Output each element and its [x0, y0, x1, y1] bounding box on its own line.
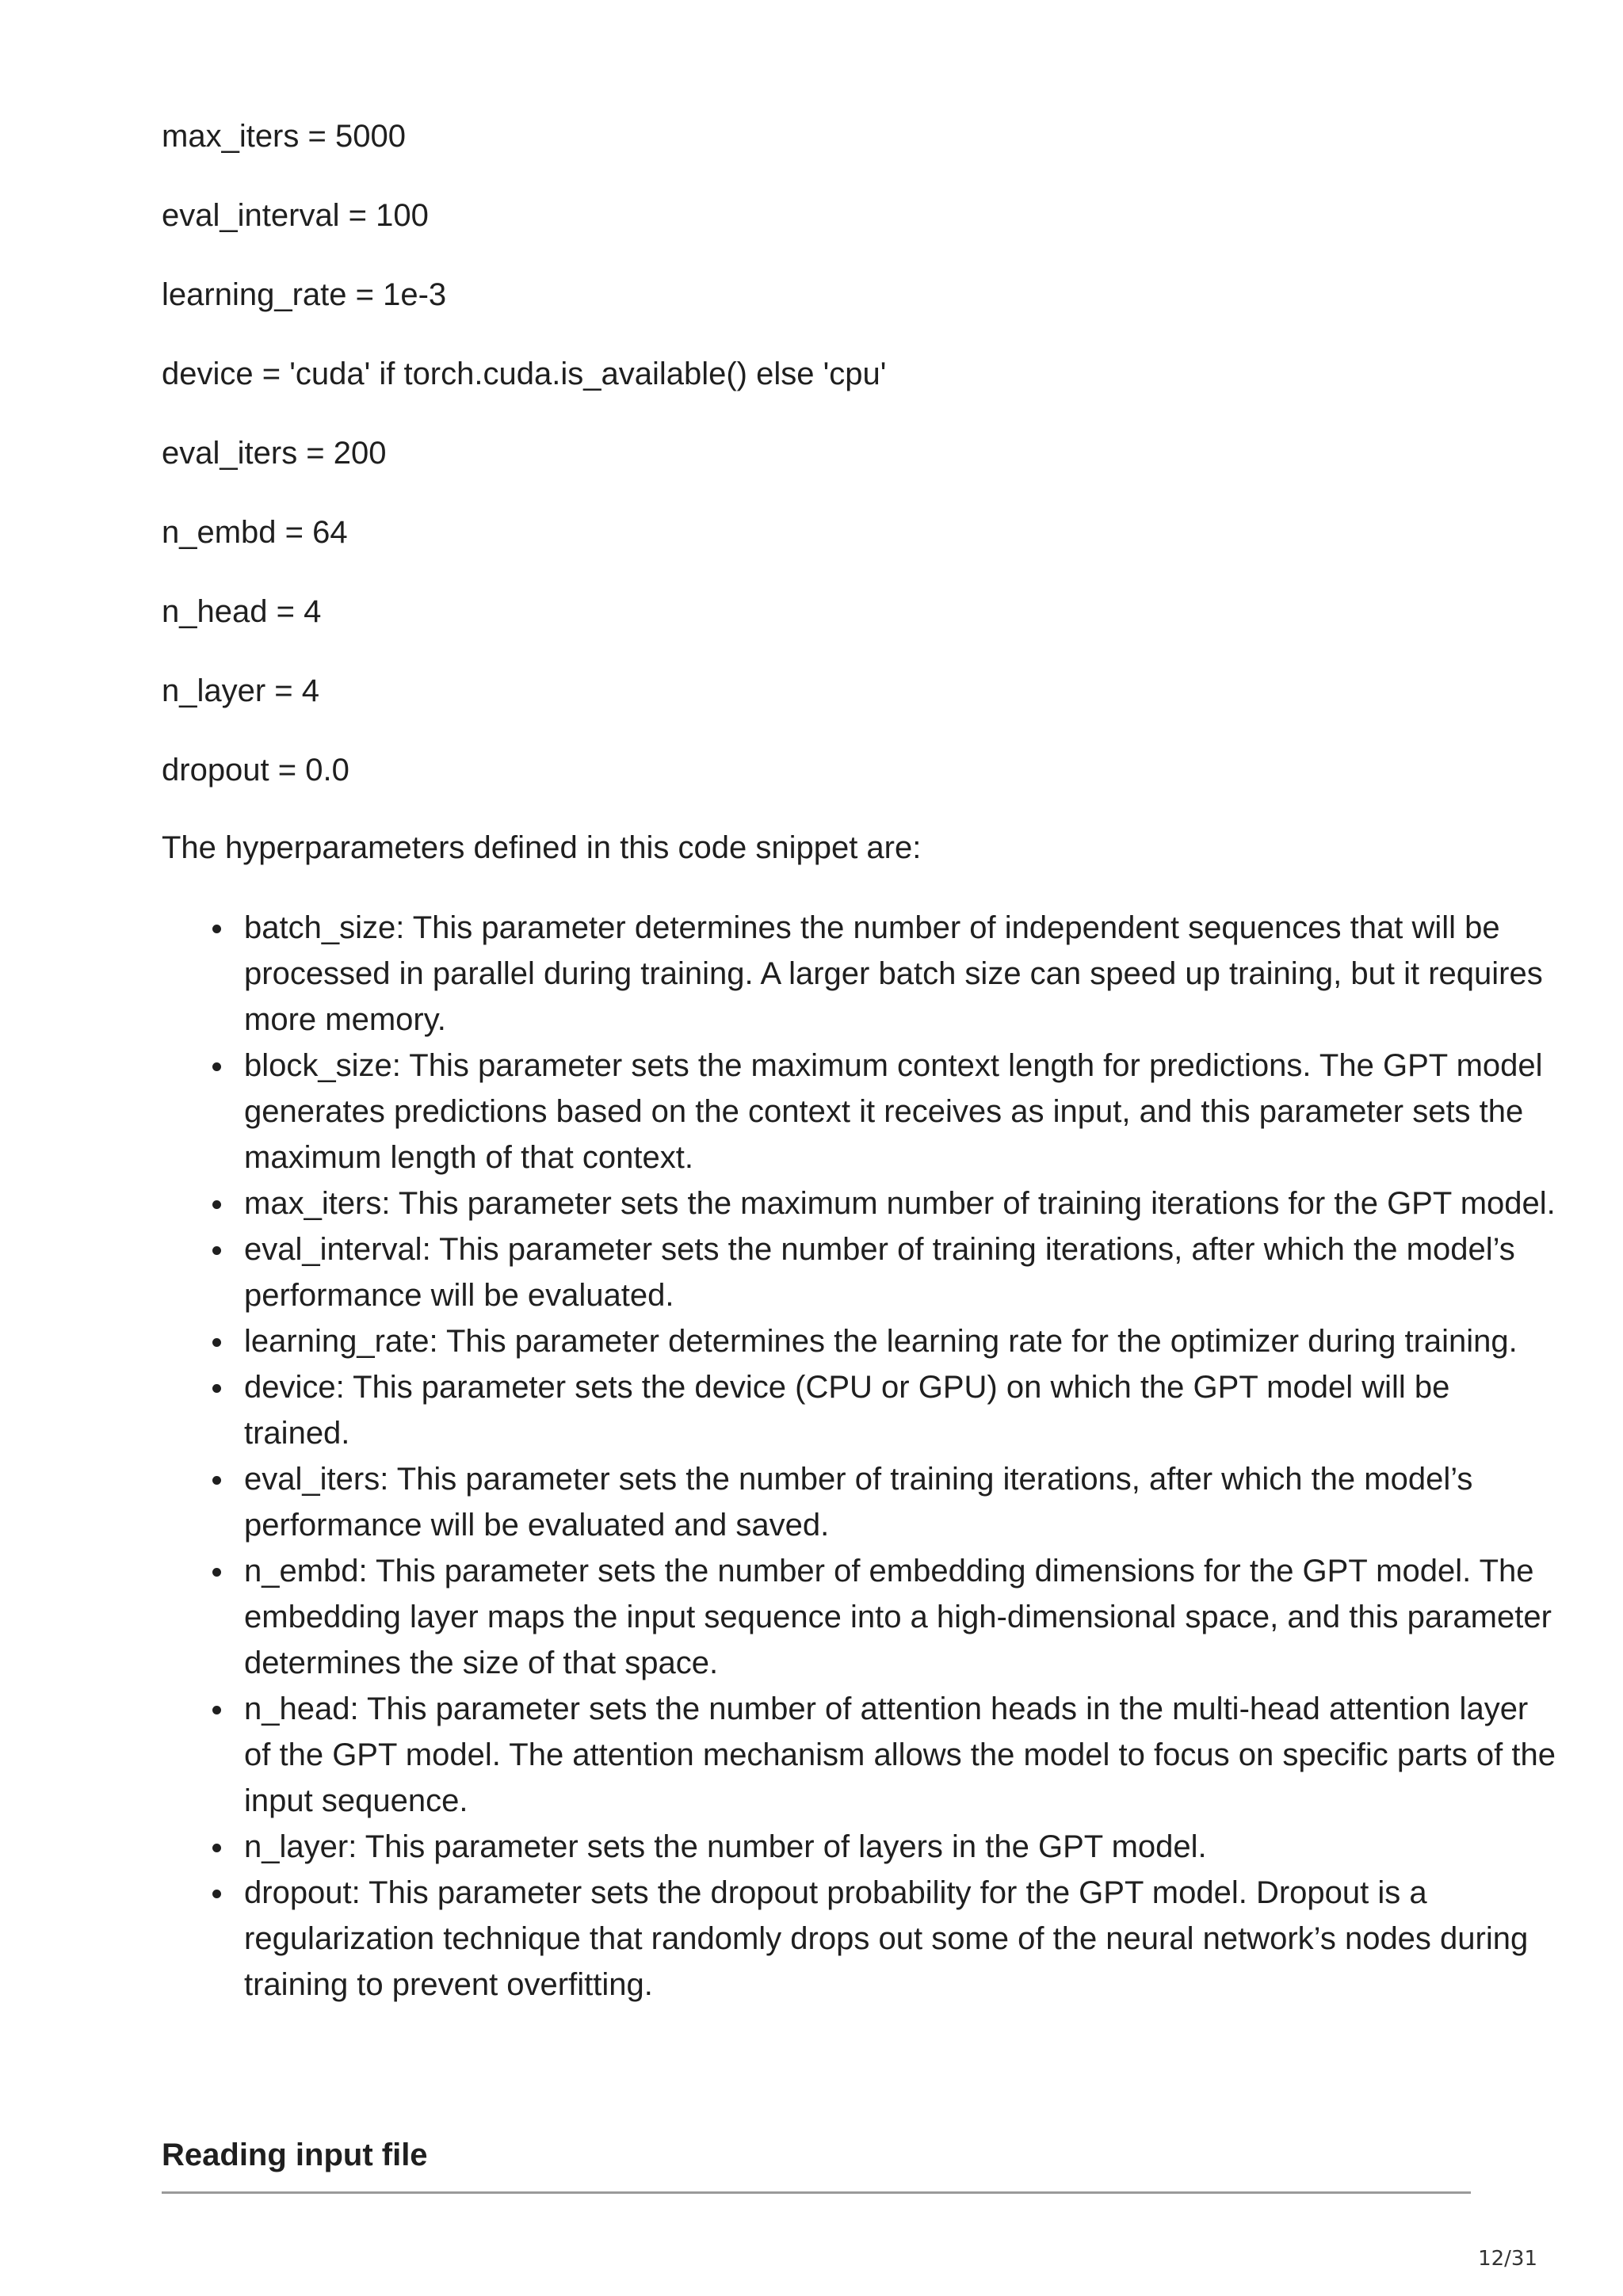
- horizontal-divider: [162, 2191, 1471, 2194]
- code-line-eval-interval: eval_interval = 100: [162, 198, 429, 233]
- code-line-eval-iters: eval_iters = 200: [162, 436, 387, 471]
- code-line-n-layer: n_layer = 4: [162, 673, 320, 708]
- code-line-dropout: dropout = 0.0: [162, 753, 349, 788]
- list-item-n-embd: n_embd: This parameter sets the number of embedding dimensions for the GPT model. The embedding layer maps the input sequence into a high-dimensional space, and this parameter determines the size of that space.: [244, 1548, 1560, 1686]
- section-heading: Reading input file: [162, 2138, 428, 2172]
- code-line-learning-rate: learning_rate = 1e-3: [162, 277, 447, 312]
- list-item-device: device: This parameter sets the device (CPU or GPU) on which the GPT model will be trained.: [244, 1364, 1560, 1456]
- list-item-n-layer: n_layer: This parameter sets the number of layers in the GPT model.: [244, 1824, 1560, 1870]
- list-item-eval-interval: eval_interval: This parameter sets the number of training iterations, after which the model’s performance will be evaluated.: [244, 1226, 1560, 1318]
- code-line-n-embd: n_embd = 64: [162, 515, 348, 550]
- code-line-n-head: n_head = 4: [162, 594, 322, 629]
- list-item-n-head: n_head: This parameter sets the number of attention heads in the multi-head attention layer of the GPT model. The attention mechanism allows the model to focus on specific parts of the input sequence.: [244, 1686, 1560, 1824]
- list-item-max-iters: max_iters: This parameter sets the maximum number of training iterations for the GPT model.: [244, 1180, 1560, 1226]
- list-item-eval-iters: eval_iters: This parameter sets the number of training iterations, after which the model’s performance will be evaluated and saved.: [244, 1456, 1560, 1548]
- code-line-device: device = 'cuda' if torch.cuda.is_available() else 'cpu': [162, 357, 887, 391]
- list-item-batch-size: batch_size: This parameter determines the number of independent sequences that will be processed in parallel during training. A larger batch size can speed up training, but it requires more memory.: [244, 905, 1560, 1043]
- code-line-max-iters: max_iters = 5000: [162, 119, 406, 154]
- hyperparameter-list: [162, 905, 1560, 2008]
- page-number: 12/31: [1478, 2247, 1537, 2271]
- list-item-dropout: dropout: This parameter sets the dropout probability for the GPT model. Dropout is a regularization technique that randomly drops out some of the neural network’s nodes during training to prevent overfitting.: [244, 1870, 1560, 2008]
- list-item-learning-rate: learning_rate: This parameter determines the learning rate for the optimizer during training.: [244, 1318, 1560, 1364]
- intro-paragraph: The hyperparameters defined in this code snippet are:: [162, 830, 922, 865]
- list-item-block-size: block_size: This parameter sets the maximum context length for predictions. The GPT model generates predictions based on the context it receives as input, and this parameter sets the maximum length of that context.: [244, 1043, 1560, 1180]
